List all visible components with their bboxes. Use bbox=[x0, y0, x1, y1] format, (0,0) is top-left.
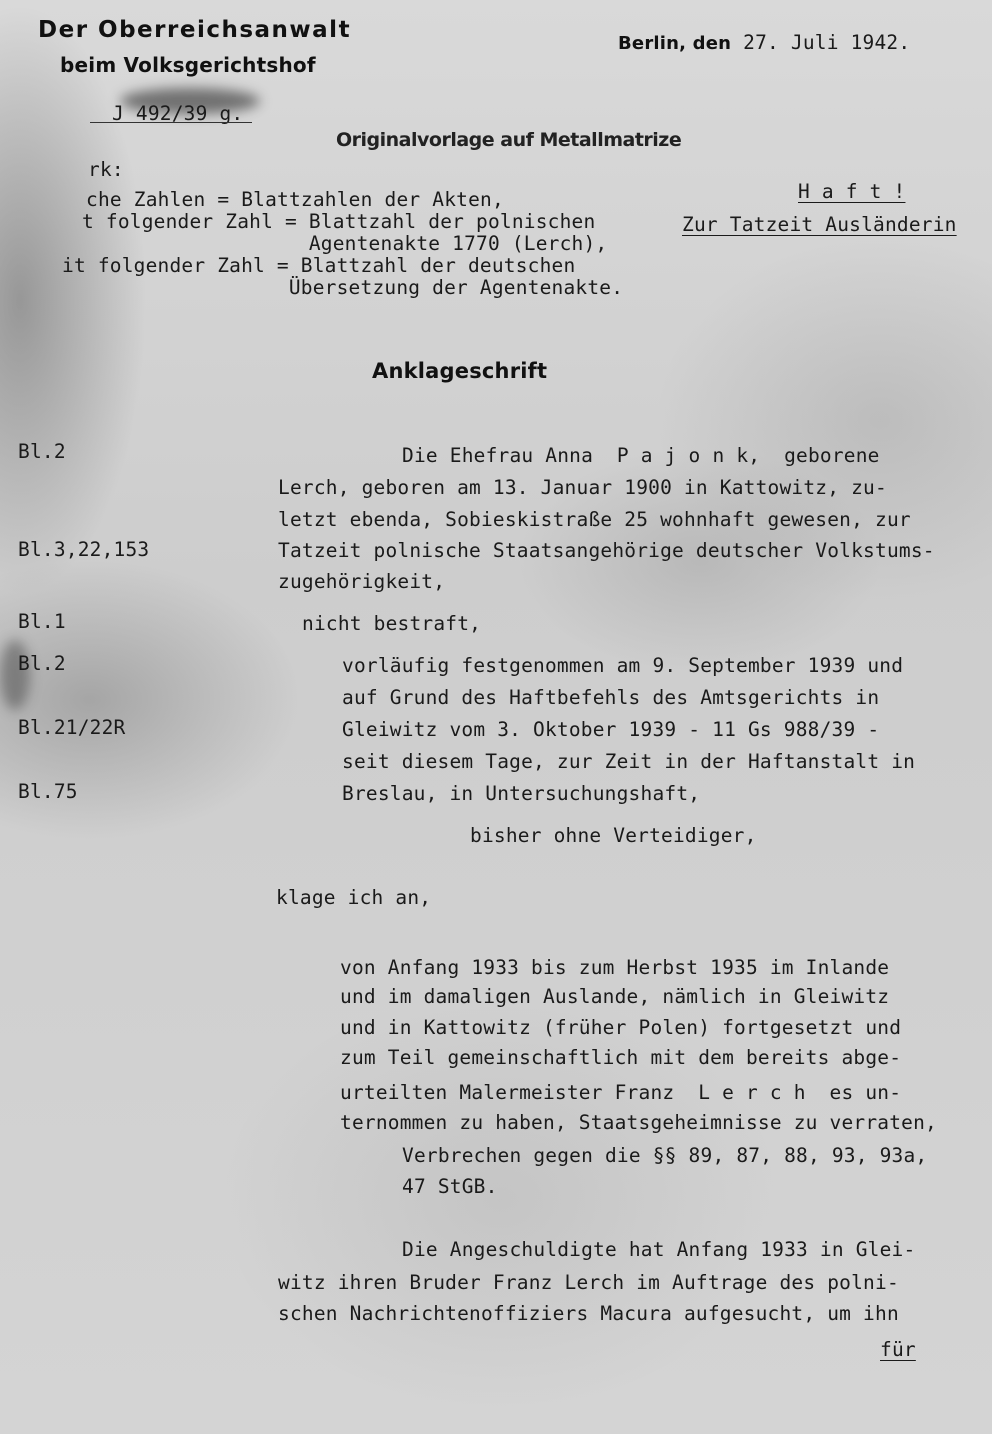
legend-line: Agentenakte 1770 (Lerch), bbox=[82, 232, 608, 255]
body-line: 47 StGB. bbox=[402, 1175, 498, 1198]
catchword: für bbox=[880, 1338, 916, 1361]
body-line: schen Nachrichtenoffiziers Macura aufgesucht, um ihn bbox=[278, 1302, 899, 1325]
margin-reference: Bl.2 bbox=[18, 440, 66, 463]
file-ref-underline bbox=[90, 122, 252, 124]
body-line: Gleiwitz vom 3. Oktober 1939 - 11 Gs 988/39 - bbox=[342, 718, 880, 741]
office-title: Der Oberreichsanwalt bbox=[38, 17, 352, 43]
matrix-stamp: Originalvorlage auf Metallmatrize bbox=[336, 129, 682, 151]
date-line bbox=[618, 33, 910, 54]
custody-marker: H a f t ! bbox=[798, 180, 906, 203]
file-reference: J 492/39 g. bbox=[112, 102, 244, 125]
foreigner-note: Zur Tatzeit Ausländerin bbox=[682, 213, 957, 236]
legend-line: it folgender Zahl = Blattzahl der deutschen bbox=[62, 254, 576, 277]
body-line: klage ich an, bbox=[276, 886, 432, 909]
body-line: letzt ebenda, Sobieskistraße 25 wohnhaft gewesen, zur bbox=[278, 508, 911, 531]
body-line: von Anfang 1933 bis zum Herbst 1935 im Inlande bbox=[340, 956, 890, 979]
body-line: seit diesem Tage, zur Zeit in der Haftanstalt in bbox=[342, 750, 916, 773]
body-line: Verbrechen gegen die §§ 89, 87, 88, 93, 93a, bbox=[402, 1144, 928, 1167]
legend-line: Übersetzung der Agentenakte. bbox=[62, 276, 624, 299]
legend-line: t folgender Zahl = Blattzahl der polnischen bbox=[82, 210, 596, 233]
legend-line: che Zahlen = Blattzahlen der Akten, bbox=[86, 188, 504, 211]
office-subtitle: beim Volksgerichtshof bbox=[60, 53, 316, 77]
body-line: bisher ohne Verteidiger, bbox=[470, 824, 757, 847]
ink-smudge bbox=[0, 640, 30, 710]
margin-reference: Bl.75 bbox=[18, 780, 78, 803]
body-line: urteilten Malermeister Franz L e r c h es un- bbox=[340, 1081, 902, 1104]
legend-title: rk: bbox=[88, 158, 124, 181]
date-place: Berlin, den bbox=[618, 33, 732, 54]
body-line: Lerch, geboren am 13. Januar 1900 in Kattowitz, zu- bbox=[278, 476, 887, 499]
body-line: Tatzeit polnische Staatsangehörige deutscher Volkstums- bbox=[278, 539, 935, 562]
margin-reference: Bl.21/22R bbox=[18, 716, 126, 739]
margin-reference: Bl.3,22,153 bbox=[18, 538, 150, 561]
body-line: und in Kattowitz (früher Polen) fortgesetzt und bbox=[340, 1016, 902, 1039]
document-title: Anklageschrift bbox=[372, 359, 548, 383]
body-line: witz ihren Bruder Franz Lerch im Auftrage des polni- bbox=[278, 1271, 899, 1294]
body-line: auf Grund des Haftbefehls des Amtsgerichts in bbox=[342, 686, 880, 709]
body-line: zugehörigkeit, bbox=[278, 570, 446, 593]
date-value: 27. Juli 1942. bbox=[743, 31, 911, 54]
margin-reference: Bl.1 bbox=[18, 610, 66, 633]
body-line: nicht bestraft, bbox=[302, 612, 482, 635]
body-line: Die Ehefrau Anna P a j o n k, geborene bbox=[402, 444, 880, 467]
body-line: ternommen zu haben, Staatsgeheimnisse zu verraten, bbox=[340, 1111, 937, 1134]
body-line: Breslau, in Untersuchungshaft, bbox=[342, 782, 701, 805]
body-line: Die Angeschuldigte hat Anfang 1933 in Glei- bbox=[402, 1238, 916, 1261]
body-line: zum Teil gemeinschaftlich mit dem bereits abge- bbox=[340, 1046, 902, 1069]
margin-reference: Bl.2 bbox=[18, 652, 66, 675]
body-line: vorläufig festgenommen am 9. September 1939 und bbox=[342, 654, 904, 677]
body-line: und im damaligen Auslande, nämlich in Gleiwitz bbox=[340, 985, 890, 1008]
